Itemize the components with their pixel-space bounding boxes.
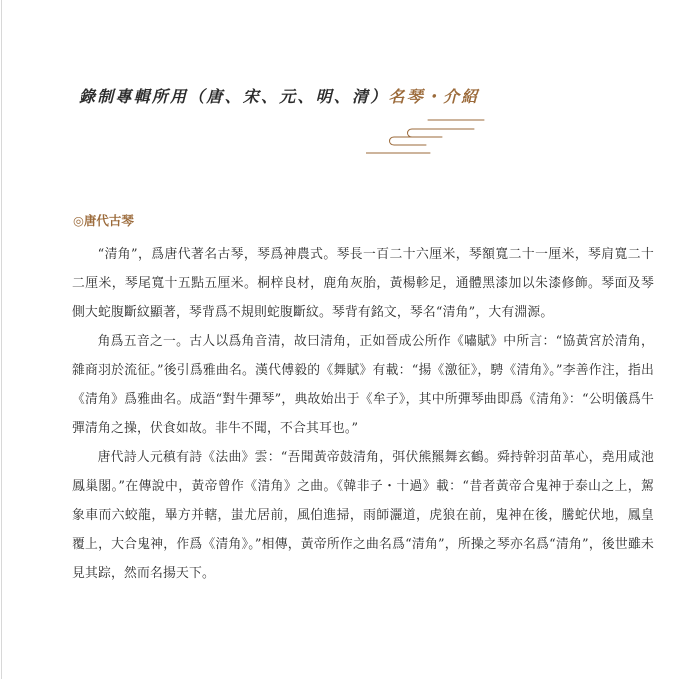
paragraph: 唐代詩人元稹有詩《法曲》雲：“吾聞黃帝鼓清角，弭伏熊羆舞玄鶴。舜持幹羽苗革心，堯用咸池鳳巢閣。”在傳說中，黃帝曾作《清角》之曲。《韓非子・十過》載：“昔者黃帝合鬼神于泰山之上，駕象車而六蛟龍，畢方并轄，蚩尤居前，風伯進掃，雨師灑道，虎狼在前，鬼神在後，騰蛇伏地，鳳皇覆上，大合鬼神，作爲《清角》。”相傳，黃帝所作之曲名爲“清角”，所操之琴亦名爲“清角”，後世雖未見其踪，然而名揚天下。 (72, 450, 654, 581)
page-title-main: 錄制專輯所用（唐、宋、元、明、清） (79, 87, 389, 106)
page-title-accent: 名琴・介紹 (388, 87, 480, 106)
page-title (79, 84, 479, 107)
cloud-scroll-ornament-icon (366, 117, 490, 159)
body-text (72, 240, 654, 588)
section-heading: ◎唐代古琴 (73, 213, 134, 228)
paragraph: “清角”，爲唐代著名古琴，琴爲神農式。琴長一百二十六厘米，琴額寬二十一厘米，琴肩寬二十二厘米，琴尾寬十五點五厘米。桐梓良材，鹿角灰胎，黃楊軫足，通體黑漆加以朱漆修飾。琴面及琴側大蛇腹斷紋顯著，琴背爲不規則蛇腹斷紋。琴背有銘文，琴名“清角”，大有淵源。 (72, 247, 654, 320)
page-edge-line (1, 0, 2, 679)
paragraph: 角爲五音之一。古人以爲角音清，故曰清角，正如晉成公所作《嘯賦》中所言：“協黃宮於清角，雜商羽於流征。”後引爲雅曲名。漢代傅毅的《舞賦》有載：“揚《激征》，騁《清角》。”李善作注，指出《清角》爲雅曲名。成語“對牛彈琴”，典故始出于《牟子》，其中所彈琴曲即爲《清角》：“公明儀爲牛彈清角之操，伏食如故。非牛不聞，不合其耳也。” (72, 334, 654, 436)
